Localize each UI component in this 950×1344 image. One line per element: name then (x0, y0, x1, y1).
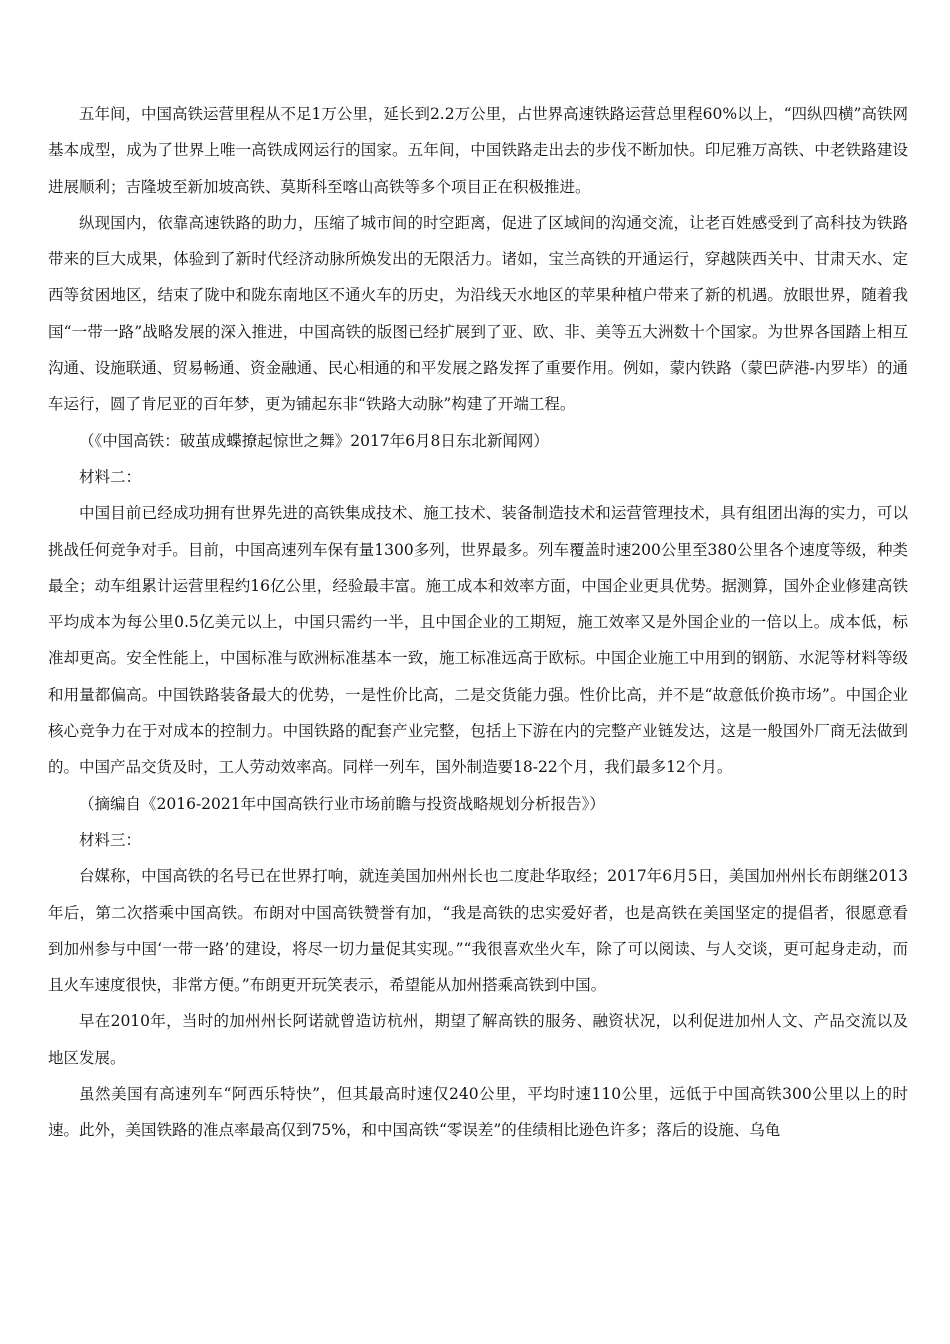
source-citation-2: （摘编自《2016-2021年中国高铁行业市场前瞻与投资战略规划分析报告》） (79, 794, 605, 813)
document-body (48, 96, 908, 1149)
material-three-label: 材料三： (79, 830, 142, 849)
paragraph-technology-advantages: 中国目前已经成功拥有世界先进的高铁集成技术、施工技术、装备制造技术和运营管理技术，具有组团出海的实力，可以挑战任何竞争对手。目前，中国高速列车保有量1300多列，世界最多。列车覆盖时速200公里至380公里各个速度等级，种类最全；动车组累计运营里程约16亿公里，经验最丰富。施工成本和效率方面，中国企业更具优势。据测算，国外企业修建高铁平均成本为每公里0.5亿美元以上，中国只需约一半，且中国企业的工期短，施工效率又是外国企业的一倍以上。成本低，标准却更高。安全性能上，中国标准与欧洲标准基本一致，施工标准远高于欧标。中国企业施工中用到的钢筋、水泥等材料等级和用量都偏高。中国铁路装备最大的优势，一是性价比高，二是交货能力强。性价比高，并不是“故意低价换市场”。中国企业核心竞争力在于对成本的控制力。中国铁路的配套产业完整，包括上下游在内的完整产业链发达，这是一般国外厂商无法做到的。中国产品交货及时，工人劳动效率高。同样一列车，国外制造要18-22个月，我们最多12个月。 (48, 504, 908, 777)
paragraph-high-speed-rail-mileage: 五年间，中国高铁运营里程从不足1万公里，延长到2.2万公里，占世界高速铁路运营总里程60%以上，“四纵四横”高铁网基本成型，成为了世界上唯一高铁成网运行的国家。五年间，中国铁路走出去的步伐不断加快。印尼雅万高铁、中老铁路建设进展顺利；吉隆坡至新加坡高铁、莫斯科至喀山高铁等多个项目正在积极推进。 (48, 105, 908, 196)
source-citation-1: （《中国高铁：破茧成蝶撩起惊世之舞》2017年6月8日东北新闻网） (79, 431, 549, 450)
material-two-label: 材料二： (79, 467, 142, 486)
paragraph-2010-visit: 早在2010年，当时的加州州长阿诺就曾造访杭州，期望了解高铁的服务、融资状况，以利促进加州人文、产品交流以及地区发展。 (48, 1012, 908, 1067)
paragraph-acela-comparison: 虽然美国有高速列车“阿西乐特快”，但其最高时速仅240公里，平均时速110公里，远低于中国高铁300公里以上的时速。此外，美国铁路的准点率最高仅到75%，和中国高铁“零误差”的佳绩相比逊色许多；落后的设施、乌龟 (48, 1085, 908, 1140)
paragraph-domestic-and-global: 纵现国内，依靠高速铁路的助力，压缩了城市间的时空距离，促进了区域间的沟通交流，让老百姓感受到了高科技为铁路带来的巨大成果，体验到了新时代经济动脉所焕发出的无限活力。诸如，宝兰高铁的开通运行，穿越陕西关中、甘肃天水、定西等贫困地区，结束了陇中和陇东南地区不通火车的历史，为沿线天水地区的苹果种植户带来了新的机遇。放眼世界，随着我国“一带一路”战略发展的深入推进，中国高铁的版图已经扩展到了亚、欧、非、美等五大洲数十个国家。为世界各国踏上相互沟通、设施联通、贸易畅通、资金融通、民心相通的和平发展之路发挥了重要作用。例如，蒙内铁路（蒙巴萨港-内罗毕）的通车运行，圆了肯尼亚的百年梦，更为铺起东非“铁路大动脉”构建了开端工程。 (48, 213, 908, 414)
paragraph-california-governor: 台媒称，中国高铁的名号已在世界打响，就连美国加州州长也二度赴华取经；2017年6月5日，美国加州州长布朗继2013年后，第二次搭乘中国高铁。布朗对中国高铁赞誉有加，“我是高铁的忠实爱好者，也是高铁在美国坚定的提倡者，很愿意看到加州参与中国‘一带一路’的建设，将尽一切力量促其实现。”“我很喜欢坐火车，除了可以阅读、与人交谈，更可起身走动，而且火车速度很快，非常方便。”布朗更开玩笑表示，希望能从加州搭乘高铁到中国。 (48, 867, 908, 995)
